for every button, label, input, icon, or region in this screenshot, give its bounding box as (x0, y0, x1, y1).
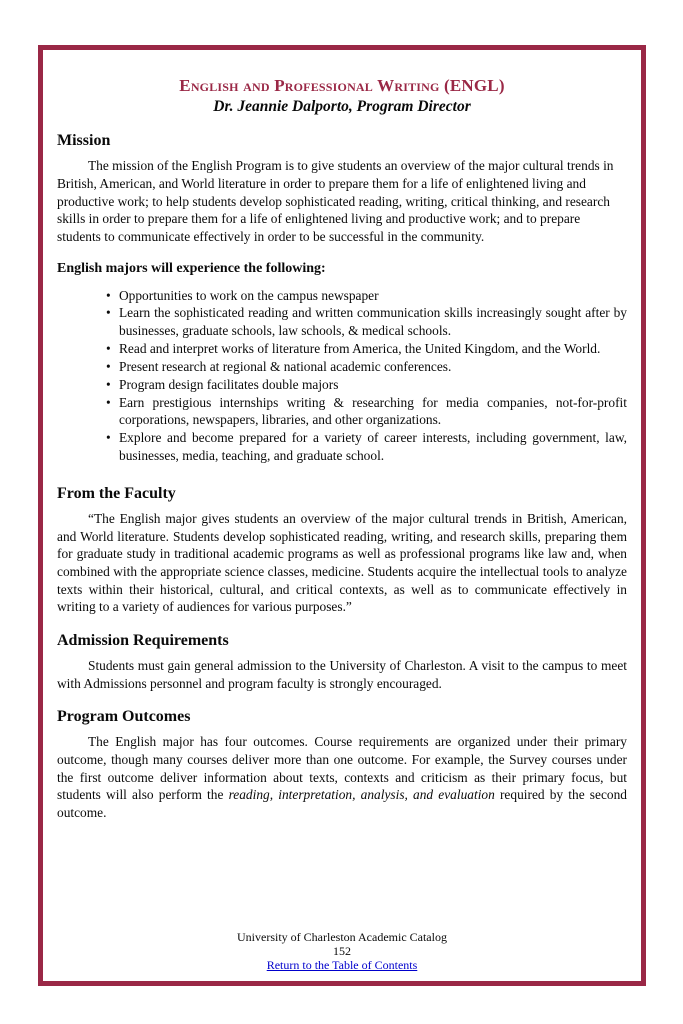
page-title: English and Professional Writing (ENGL) (179, 76, 505, 95)
faculty-heading: From the Faculty (57, 484, 176, 502)
list-item: • Opportunities to work on the campus newspaper (119, 287, 627, 305)
list-item: • Read and interpret works of literature from America, the United Kingdom, and the World. (119, 340, 627, 358)
outcomes-heading: Program Outcomes (57, 708, 191, 726)
return-to-toc-link[interactable]: Return to the Table of Contents (266, 957, 418, 972)
mission-heading: Mission (57, 132, 111, 150)
list-item: • Present research at regional & national academic conferences. (119, 358, 627, 376)
admission-paragraph: Students must gain general admission to the University of Charleston. A visit to the campus to meet with Admissions personnel and program faculty is strongly encouraged. (57, 657, 627, 691)
page-content (43, 50, 641, 981)
catalog-title: University of Charleston Academic Catalog (237, 929, 447, 944)
outcomes-text-start: The English major has four outcomes. Course requirements are organized under their primary outcome, though many courses deliver more than one outcome. For example, the Survey courses under the first outcome deliver information about texts, contexts and criticism as their primary focus, but students will also perform the (57, 734, 627, 803)
list-item: • Earn prestigious internships writing & researching for media companies, not-for-profit corporations, newspapers, libraries, and other organizations. (119, 394, 627, 430)
list-item: • Learn the sophisticated reading and written communication skills increasingly sought after by businesses, graduate schools, law schools, & medical schools. (119, 304, 627, 340)
outcomes-text-italic: reading, interpretation, analysis, and evaluation (228, 787, 495, 803)
faculty-paragraph: “The English major gives students an overview of the major cultural trends in British, American, and World literature. Students develop sophisticated reading, writing, and research skills, preparing them for graduate study in traditional academic programs as well as professional programs like law and, when combined with the appropriate science classes, medicine. Students acquire the intellectual tools to analyze texts within their historical, cultural, and critical contexts, as well as to communicate effectively in writing to a variety of audiences for various purposes.” (57, 510, 627, 615)
page-footer (57, 930, 627, 974)
outcomes-text-end: required by the second outcome. (57, 787, 627, 821)
list-item: • Explore and become prepared for a variety of career interests, including government, law, businesses, media, teaching, and graduate school. (119, 429, 627, 465)
page-number: 152 (333, 943, 351, 958)
outcomes-paragraph (57, 733, 627, 821)
experience-heading: English majors will experience the following: (57, 260, 326, 276)
program-director-subtitle: Dr. Jeannie Dalporto, Program Director (213, 97, 471, 115)
page-border (38, 45, 646, 986)
mission-paragraph: The mission of the English Program is to give students an overview of the major cultural trends in British, American, and World literature in order to prepare them for a life of enlightened living and productive work; to help students develop sophisticated reading, writing, critical thinking, and research skills in order to prepare them for a life of enlightened living and productive work; and to prepare students to communicate effectively in order to be successful in the community. (57, 158, 614, 244)
admission-heading: Admission Requirements (57, 631, 229, 649)
list-item: • Program design facilitates double majors (119, 376, 627, 394)
experience-list (57, 287, 627, 465)
